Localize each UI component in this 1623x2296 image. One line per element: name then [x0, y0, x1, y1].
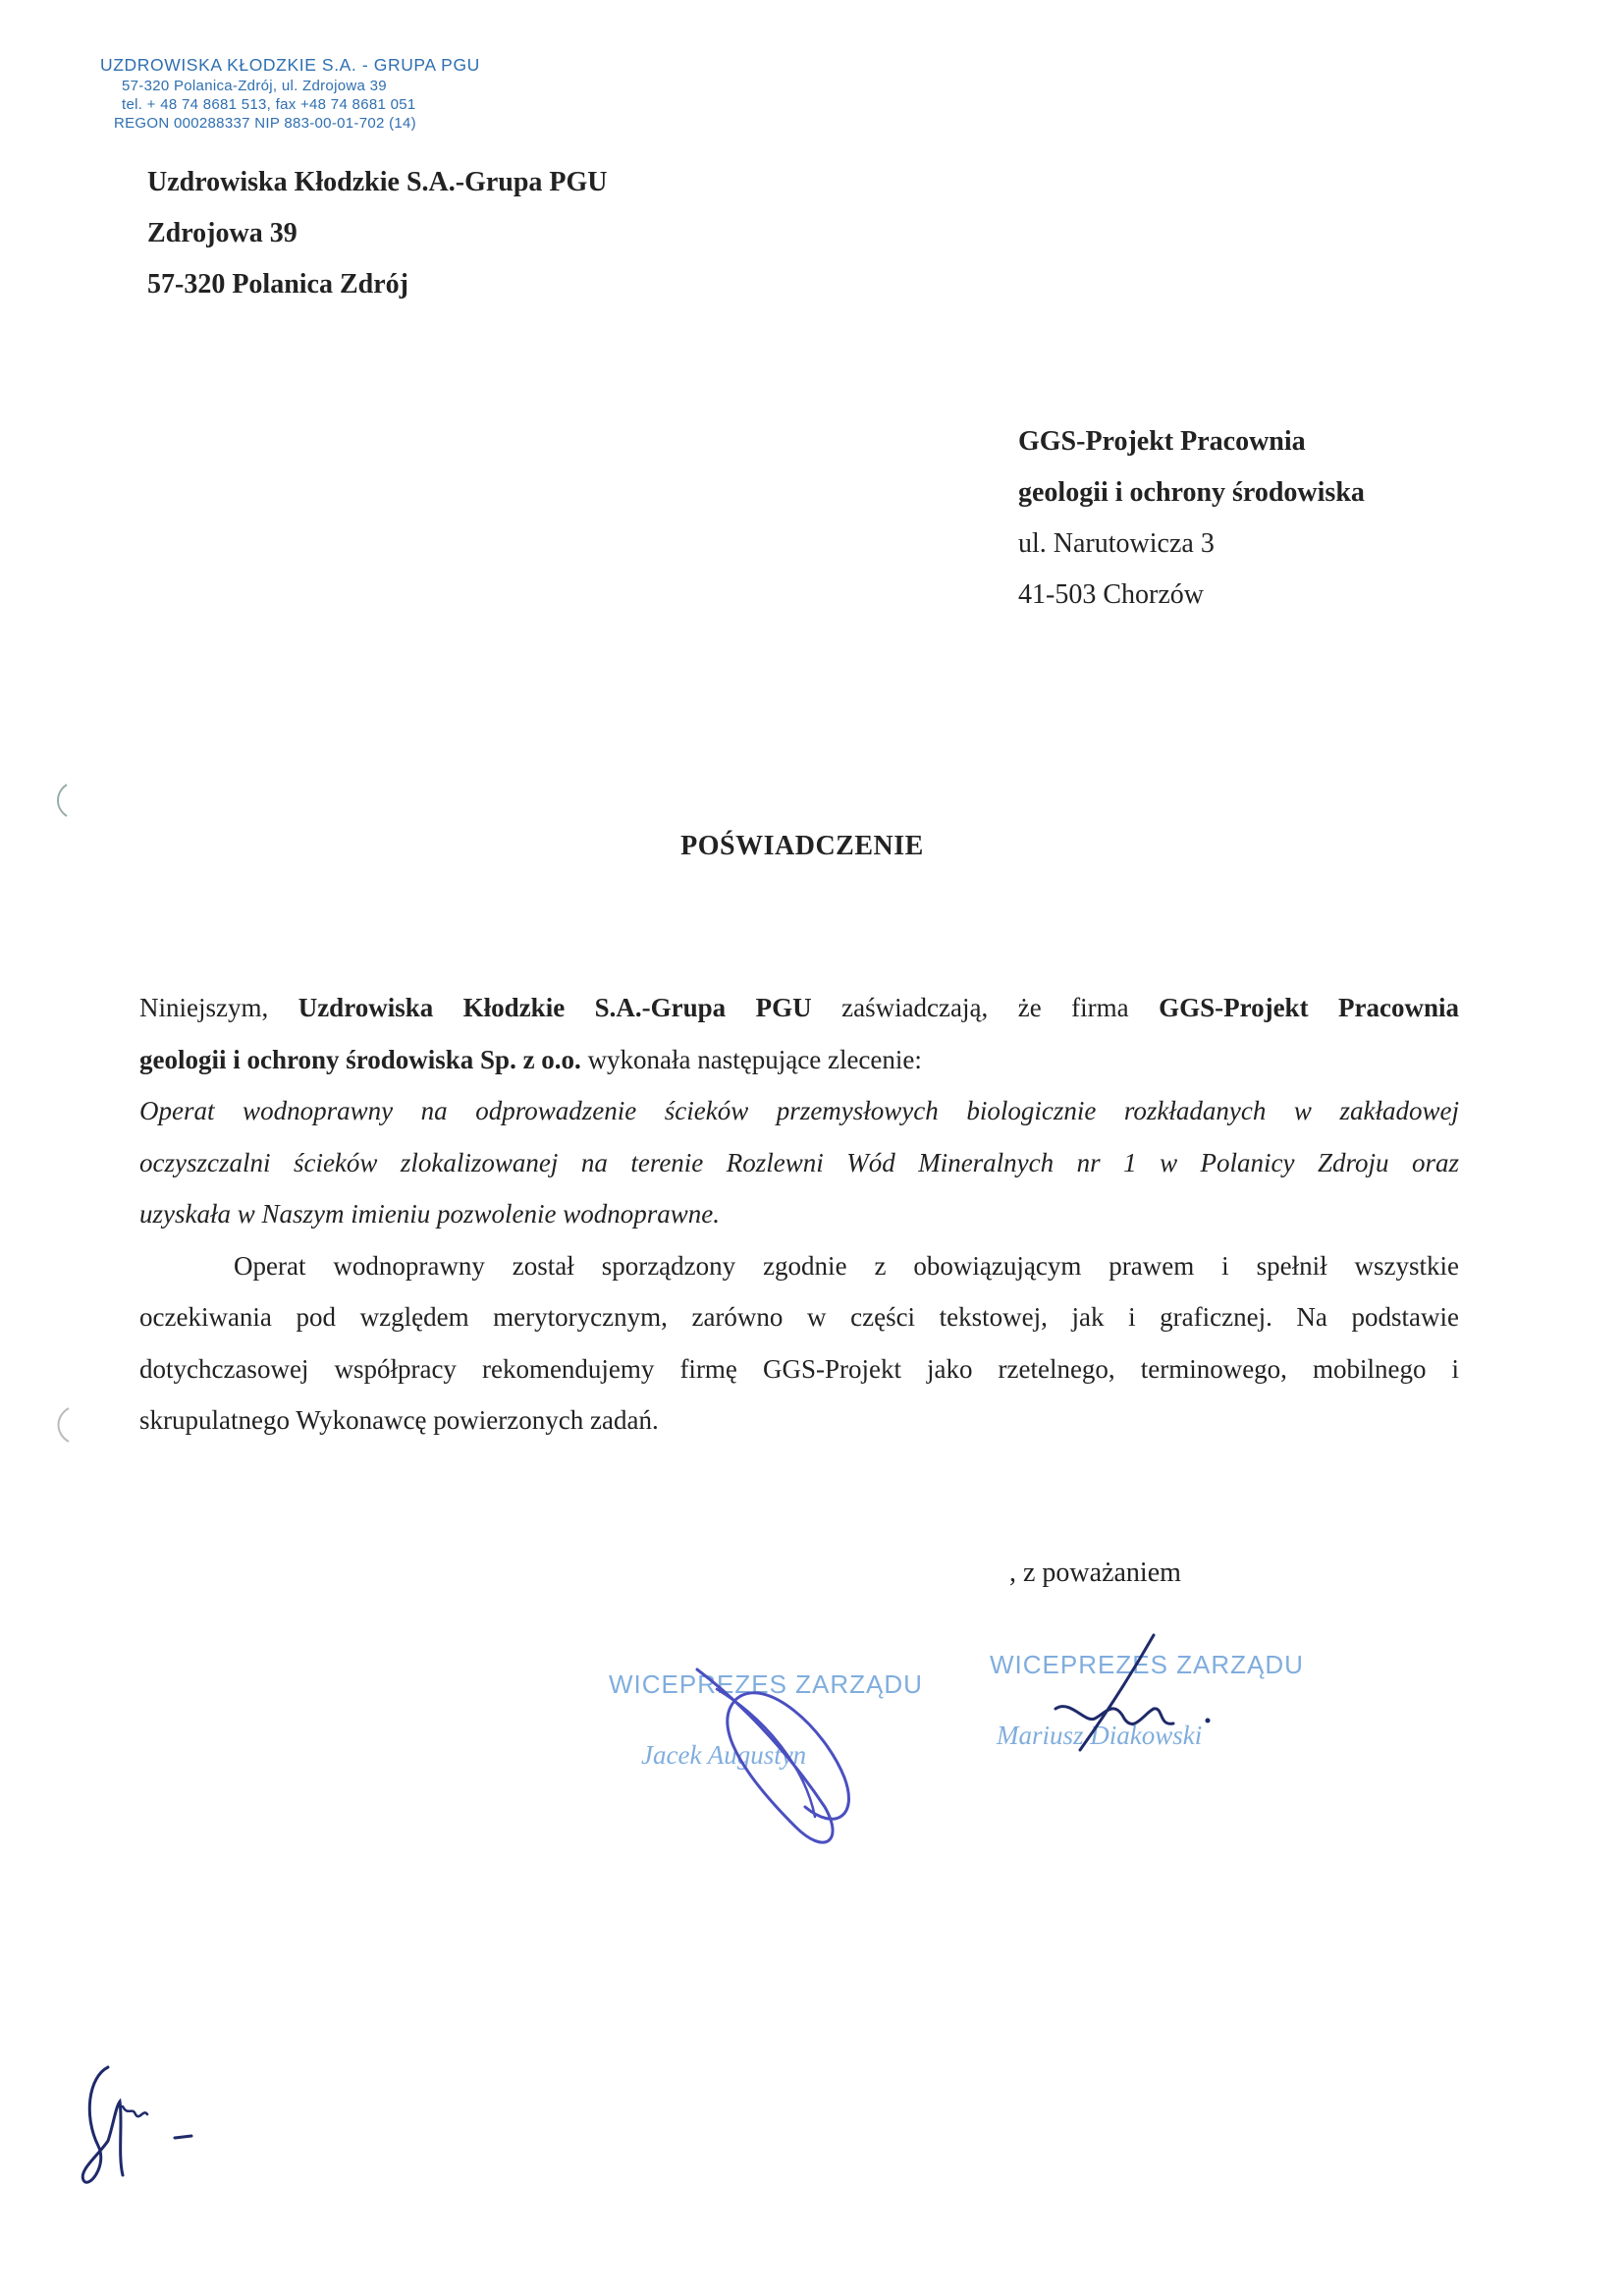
body-org-name: Uzdrowiska Kłodzkie S.A.-Grupa PGU [298, 993, 812, 1022]
document-title: POŚWIADCZENIE [680, 831, 924, 861]
closing-greeting: , z poważaniem [1009, 1558, 1181, 1588]
sender-city: 57-320 Polanica Zdrój [147, 269, 408, 300]
signature-1-stamp-name: Jacek Augustyn [641, 1740, 807, 1770]
scan-mark-icon [49, 1404, 88, 1453]
recipient-city: 41-503 Chorzów [1018, 579, 1204, 610]
order-line-1 [139, 1085, 1459, 1137]
sender-street: Zdrojowa 39 [147, 218, 298, 248]
company-header-stamp [100, 55, 480, 132]
sender-name: Uzdrowiska Kłodzkie S.A.-Grupa PGU [147, 167, 608, 197]
body-firm-name: geologii i ochrony środowiska Sp. z o.o. [139, 1044, 581, 1074]
body-paragraph-2-line-3: dotychczasowej współpracy rekomendujemy firmę GGS-Projekt jako rzetelnego, terminowego, mobilnego i [139, 1353, 1459, 1384]
body-paragraph-2-line-1: Operat wodnoprawny został sporządzony zgodnie z obowiązującym prawem i spełnił wszystkie [234, 1250, 1459, 1281]
sender-address-block [147, 157, 608, 310]
body-text: zaświadczają, że firma [811, 993, 1160, 1022]
body-firm-name: GGS-Projekt Pracownia [1159, 993, 1459, 1022]
order-text: uzyskała w Naszym imieniu pozwolenie wodnoprawne. [139, 1199, 720, 1229]
recipient-name-line2: geologii i ochrony środowiska [1018, 477, 1365, 508]
order-text: oczyszczalni ścieków zlokalizowanej na terenie Rozlewni Wód Mineralnych nr 1 w Polanicy Zdroju oraz [139, 1147, 1459, 1177]
body-text: wykonała następujące zlecenie: [580, 1044, 922, 1074]
body-paragraph-2-line-2: oczekiwania pod względem merytorycznym, zarówno w części tekstowej, jak i graficznej. Na podstawie [139, 1302, 1459, 1332]
signature-1-stamp-title: WICEPREZES ZARZĄDU [609, 1669, 923, 1699]
body-text: Niniejszym, [139, 993, 298, 1022]
signature-2-stamp-title: WICEPREZES ZARZĄDU [990, 1650, 1304, 1679]
signature-2-stamp-name: Mariusz Diakowski [997, 1721, 1203, 1750]
initials-handwritten [79, 2048, 226, 2195]
signature-2-handwritten [1041, 1630, 1217, 1758]
order-line-3 [139, 1188, 1459, 1240]
scan-mark-icon [47, 781, 77, 820]
body-paragraph-2-line-4: skrupulatnego Wykonawcę powierzonych zadań. [139, 1405, 659, 1435]
stamp-phone-fax: tel. + 48 74 8681 513, fax +48 74 8681 051 [122, 96, 416, 113]
body-paragraph-1-line-1 [139, 982, 1459, 1034]
stamp-address: 57-320 Polanica-Zdrój, ul. Zdrojowa 39 [122, 78, 387, 94]
order-line-2 [139, 1137, 1459, 1189]
stamp-company-name: UZDROWISKA KŁODZKIE S.A. - GRUPA PGU [100, 55, 480, 75]
stamp-regon-nip: REGON 000288337 NIP 883-00-01-702 (14) [114, 115, 416, 132]
recipient-address-block [1018, 416, 1365, 621]
recipient-name-line1: GGS-Projekt Pracownia [1018, 426, 1306, 457]
body-paragraph-1-line-2 [139, 1034, 1459, 1086]
order-text: Operat wodnoprawny na odprowadzenie ścieków przemysłowych biologicznie rozkładanych w zakładowej [139, 1096, 1459, 1125]
document-body [139, 982, 1459, 1447]
recipient-street: ul. Narutowicza 3 [1018, 528, 1215, 559]
signature-1-handwritten [677, 1660, 893, 1856]
